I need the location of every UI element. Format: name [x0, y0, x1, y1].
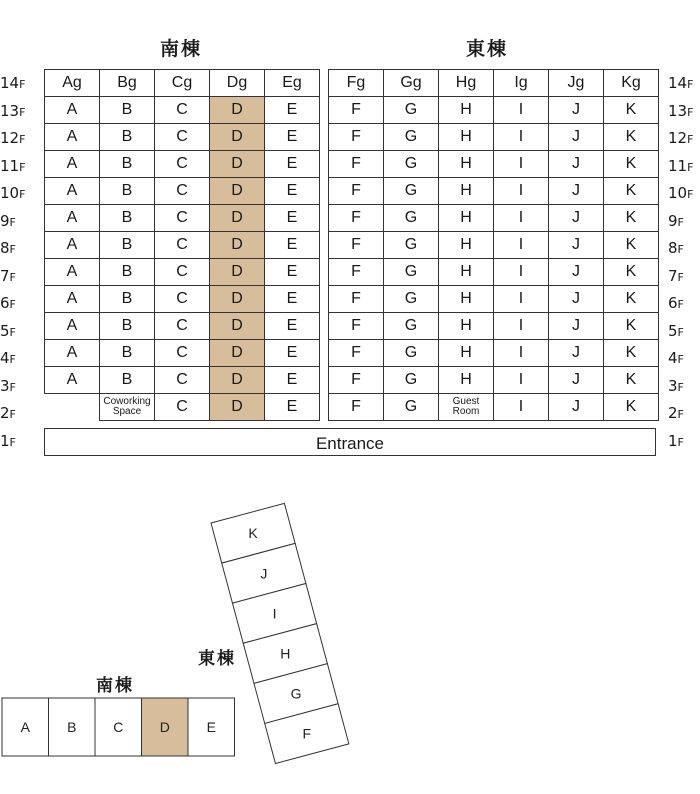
east-unit-i-8f: I [494, 232, 549, 259]
south-unit-d-9f: D [210, 205, 265, 232]
east-unit-g-10f: G [384, 178, 439, 205]
east-unit-hg: Hg [439, 70, 494, 97]
south-unit-2f-c: C [155, 394, 210, 421]
east-unit-k-6f: K [604, 286, 659, 313]
floor-number: 3 [668, 376, 678, 395]
site-east-label-g: G [290, 685, 302, 702]
east-unit-k-11f: K [604, 151, 659, 178]
south-unit-a-8f: A [45, 232, 100, 259]
east-unit-j-12f: J [549, 124, 604, 151]
site-east-label-h: H [280, 645, 291, 662]
south-unit-e-9f: E [265, 205, 320, 232]
south-unit-2f-e: E [265, 394, 320, 421]
south-unit-c-11f: C [155, 151, 210, 178]
east-unit-2f-g: G [384, 394, 439, 421]
south-unit-b-13f: B [100, 97, 155, 124]
east-unit-k-12f: K [604, 124, 659, 151]
east-unit-kg: Kg [604, 70, 659, 97]
east-unit-fg: Fg [329, 70, 384, 97]
floor-suffix: F [687, 105, 694, 119]
east-unit-h-5f: H [439, 313, 494, 340]
floor-suffix: F [9, 215, 16, 229]
east-unit-i-3f: I [494, 367, 549, 394]
south-unit-2f-d: D [210, 394, 265, 421]
east-unit-h-10f: H [439, 178, 494, 205]
south-unit-eg: Eg [265, 70, 320, 97]
south-unit-c-4f: C [155, 340, 210, 367]
floor-number: 9 [668, 211, 678, 230]
east-unit-j-6f: J [549, 286, 604, 313]
east-unit-g-5f: G [384, 313, 439, 340]
east-unit-j-4f: J [549, 340, 604, 367]
east-unit-f-12f: F [329, 124, 384, 151]
east-unit-k-10f: K [604, 178, 659, 205]
east-unit-h-4f: H [439, 340, 494, 367]
south-unit-d-11f: D [210, 151, 265, 178]
south-unit-a-9f: A [45, 205, 100, 232]
east-unit-i-11f: I [494, 151, 549, 178]
east-unit-h-7f: H [439, 259, 494, 286]
east-unit-k-5f: K [604, 313, 659, 340]
south-unit-c-6f: C [155, 286, 210, 313]
east-unit-g-8f: G [384, 232, 439, 259]
east-building-title: 東棟 [466, 38, 509, 60]
south-unit-a-10f: A [45, 178, 100, 205]
floor-suffix: F [19, 160, 26, 174]
east-unit-g-13f: G [384, 97, 439, 124]
site-east-label-i: I [272, 605, 277, 622]
floor-number: 5 [0, 321, 10, 340]
east-unit-g-12f: G [384, 124, 439, 151]
floor-suffix: F [9, 380, 16, 394]
site-south-label-e: E [206, 719, 216, 735]
east-unit-k-7f: K [604, 259, 659, 286]
south-unit-a-4f: A [45, 340, 100, 367]
floor-number: 1 [0, 431, 10, 450]
site-plan-east-title: 東棟 [198, 649, 236, 669]
floor-number: 6 [0, 294, 10, 312]
south-unit-d-5f: D [210, 313, 265, 340]
east-unit-jg: Jg [549, 70, 604, 97]
south-unit-d-8f: D [210, 232, 265, 259]
floor-suffix: F [19, 78, 26, 91]
south-unit-d-3f: D [210, 367, 265, 394]
floor-number: 8 [668, 239, 678, 257]
south-unit-b-10f: B [100, 178, 155, 205]
site-east-label-j: J [260, 565, 268, 582]
floor-number: 2 [668, 404, 678, 422]
site-east-label-f: F [302, 725, 312, 742]
south-unit-c-5f: C [155, 313, 210, 340]
floor-number: 2 [0, 404, 10, 422]
south-unit-a-5f: A [45, 313, 100, 340]
floor-suffix: F [677, 435, 684, 449]
floor-suffix: F [677, 325, 684, 339]
east-unit-i-12f: I [494, 124, 549, 151]
south-unit-b-4f: B [100, 340, 155, 367]
floor-suffix: F [19, 188, 26, 201]
south-unit-d-7f: D [210, 259, 265, 286]
floor-suffix: F [677, 270, 684, 284]
east-unit-h-9f: H [439, 205, 494, 232]
south-unit-ag: Ag [45, 70, 100, 97]
south-unit-e-10f: E [265, 178, 320, 205]
east-unit-f-9f: F [329, 205, 384, 232]
site-plan-south-title: 南棟 [96, 676, 134, 696]
site-south-label-a: A [20, 719, 30, 735]
floor-number: 13 [668, 101, 688, 120]
south-unit-e-4f: E [265, 340, 320, 367]
floor-suffix: F [677, 380, 684, 394]
south-unit-a-6f: A [45, 286, 100, 313]
floor-suffix: F [9, 353, 16, 366]
site-south-label-c: C [113, 719, 124, 735]
south-unit-a-3f: A [45, 367, 100, 394]
east-unit-f-7f: F [329, 259, 384, 286]
site-south-label-d: D [159, 719, 170, 735]
south-unit-e-13f: E [265, 97, 320, 124]
floor-number: 5 [668, 321, 678, 340]
south-unit-b-7f: B [100, 259, 155, 286]
floor-suffix: F [9, 435, 16, 449]
south-unit-c-9f: C [155, 205, 210, 232]
south-unit-cg: Cg [155, 70, 210, 97]
floor-number: 10 [668, 184, 688, 202]
east-unit-g-4f: G [384, 340, 439, 367]
floor-number: 11 [0, 156, 20, 175]
east-unit-h-6f: H [439, 286, 494, 313]
floor-suffix: F [687, 188, 694, 201]
floor-suffix: F [9, 325, 16, 339]
east-unit-i-13f: I [494, 97, 549, 124]
east-unit-f-6f: F [329, 286, 384, 313]
east-unit-j-7f: J [549, 259, 604, 286]
south-unit-b-9f: B [100, 205, 155, 232]
floor-number: 7 [668, 266, 678, 285]
east-unit-j-11f: J [549, 151, 604, 178]
floor-suffix: F [677, 298, 684, 311]
floor-suffix: F [9, 408, 16, 421]
south-unit-dg: Dg [210, 70, 265, 97]
east-unit-j-10f: J [549, 178, 604, 205]
east-unit-h-3f: H [439, 367, 494, 394]
east-unit-g-3f: G [384, 367, 439, 394]
east-unit-2f-f: F [329, 394, 384, 421]
south-unit-e-12f: E [265, 124, 320, 151]
east-unit-f-8f: F [329, 232, 384, 259]
floor-number: 4 [668, 349, 678, 367]
south-unit-2f-coworking-space: Coworking Space [100, 394, 155, 421]
east-unit-f-11f: F [329, 151, 384, 178]
south-building-title: 南棟 [160, 38, 203, 60]
floor-number: 13 [0, 101, 20, 120]
floor-number: 14 [668, 74, 688, 92]
south-unit-b-5f: B [100, 313, 155, 340]
south-unit-e-5f: E [265, 313, 320, 340]
east-unit-gg: Gg [384, 70, 439, 97]
entrance-label: Entrance [315, 434, 385, 453]
floor-number: 1 [668, 431, 678, 450]
east-unit-j-9f: J [549, 205, 604, 232]
floor-number: 4 [0, 349, 10, 367]
south-unit-b-11f: B [100, 151, 155, 178]
east-unit-k-9f: K [604, 205, 659, 232]
floor-number: 7 [0, 266, 10, 285]
floor-suffix: F [687, 133, 694, 146]
south-unit-c-12f: C [155, 124, 210, 151]
south-unit-d-4f: D [210, 340, 265, 367]
east-unit-k-8f: K [604, 232, 659, 259]
south-unit-bg: Bg [100, 70, 155, 97]
floor-suffix: F [687, 160, 694, 174]
south-unit-d-13f: D [210, 97, 265, 124]
east-unit-2f-j: J [549, 394, 604, 421]
east-unit-f-5f: F [329, 313, 384, 340]
south-unit-a-13f: A [45, 97, 100, 124]
east-unit-k-3f: K [604, 367, 659, 394]
floor-suffix: F [677, 353, 684, 366]
floor-number: 12 [668, 129, 688, 147]
floor-suffix: F [677, 243, 684, 256]
floor-number: 3 [0, 376, 10, 395]
east-unit-j-8f: J [549, 232, 604, 259]
south-unit-a-11f: A [45, 151, 100, 178]
floor-number: 6 [668, 294, 678, 312]
east-unit-2f-i: I [494, 394, 549, 421]
floor-number: 11 [668, 156, 688, 175]
site-south-label-b: B [67, 719, 77, 735]
south-unit-e-3f: E [265, 367, 320, 394]
floor-suffix: F [19, 105, 26, 119]
east-unit-j-3f: J [549, 367, 604, 394]
floor-number: 9 [0, 211, 10, 230]
east-unit-i-6f: I [494, 286, 549, 313]
south-unit-c-13f: C [155, 97, 210, 124]
south-unit-b-12f: B [100, 124, 155, 151]
south-unit-e-6f: E [265, 286, 320, 313]
south-unit-c-10f: C [155, 178, 210, 205]
east-unit-2f-guest-room: Guest Room [439, 394, 494, 421]
east-unit-k-4f: K [604, 340, 659, 367]
south-unit-d-6f: D [210, 286, 265, 313]
east-unit-i-4f: I [494, 340, 549, 367]
east-unit-g-6f: G [384, 286, 439, 313]
east-unit-k-13f: K [604, 97, 659, 124]
floor-number: 14 [0, 74, 20, 92]
south-unit-e-8f: E [265, 232, 320, 259]
site-east-label-k: K [248, 525, 258, 542]
floor-suffix: F [19, 133, 26, 146]
south-unit-e-7f: E [265, 259, 320, 286]
south-unit-d-12f: D [210, 124, 265, 151]
south-unit-a-7f: A [45, 259, 100, 286]
floor-suffix: F [687, 78, 694, 91]
south-unit-b-6f: B [100, 286, 155, 313]
east-unit-2f-k: K [604, 394, 659, 421]
floor-suffix: F [9, 270, 16, 284]
east-unit-i-5f: I [494, 313, 549, 340]
floor-number: 10 [0, 184, 20, 202]
floor-suffix: F [677, 215, 684, 229]
south-building-plan [2, 698, 235, 756]
south-unit-a-12f: A [45, 124, 100, 151]
south-unit-b-8f: B [100, 232, 155, 259]
south-unit-c-3f: C [155, 367, 210, 394]
east-unit-g-11f: G [384, 151, 439, 178]
south-unit-b-3f: B [100, 367, 155, 394]
east-unit-g-9f: G [384, 205, 439, 232]
east-unit-i-9f: I [494, 205, 549, 232]
east-unit-h-8f: H [439, 232, 494, 259]
south-unit-c-8f: C [155, 232, 210, 259]
east-unit-f-13f: F [329, 97, 384, 124]
south-unit-c-7f: C [155, 259, 210, 286]
floor-suffix: F [9, 298, 16, 311]
east-unit-j-5f: J [549, 313, 604, 340]
east-unit-ig: Ig [494, 70, 549, 97]
south-unit-d-10f: D [210, 178, 265, 205]
east-unit-i-7f: I [494, 259, 549, 286]
east-unit-h-13f: H [439, 97, 494, 124]
floor-number: 8 [0, 239, 10, 257]
east-unit-h-12f: H [439, 124, 494, 151]
east-unit-f-4f: F [329, 340, 384, 367]
east-unit-h-11f: H [439, 151, 494, 178]
east-unit-i-10f: I [494, 178, 549, 205]
east-unit-f-3f: F [329, 367, 384, 394]
east-unit-f-10f: F [329, 178, 384, 205]
east-unit-g-7f: G [384, 259, 439, 286]
floor-suffix: F [677, 408, 684, 421]
south-unit-e-11f: E [265, 151, 320, 178]
floor-number: 12 [0, 129, 20, 147]
floor-suffix: F [9, 243, 16, 256]
east-unit-j-13f: J [549, 97, 604, 124]
